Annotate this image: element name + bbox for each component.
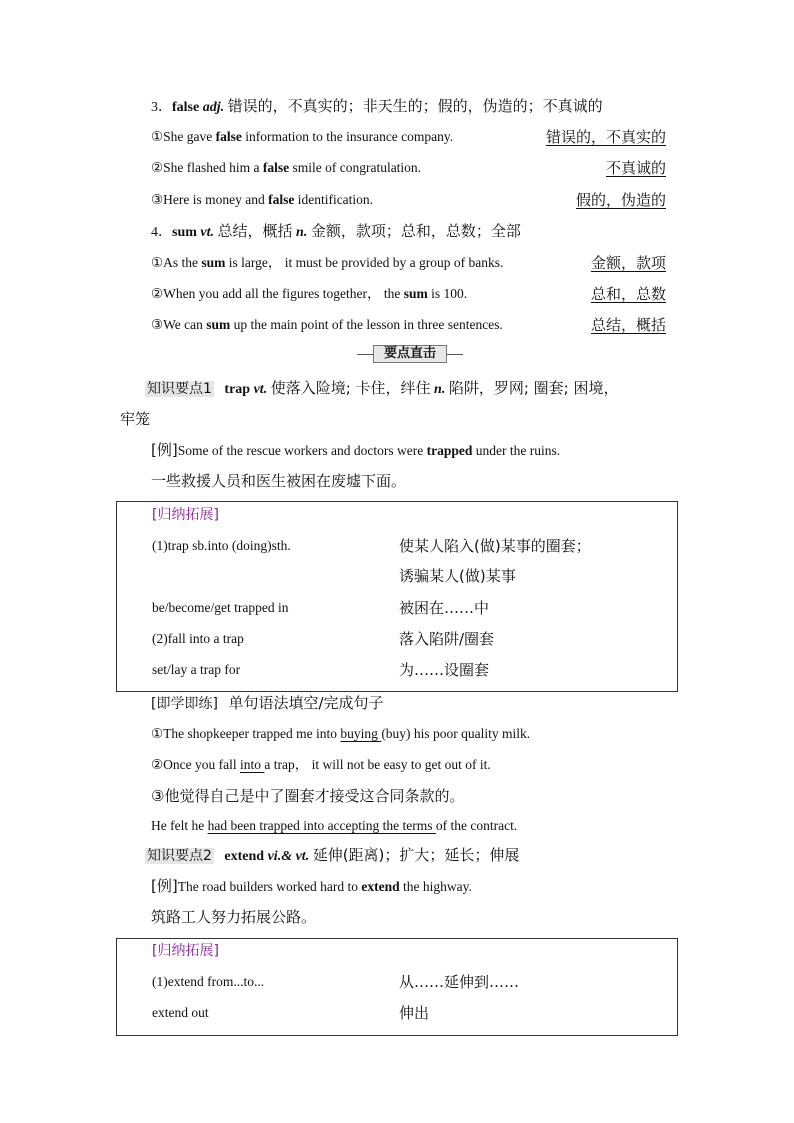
point1-practice-2-answer: into bbox=[239, 757, 265, 772]
point1-box-row-3-en: be/become/get trapped in bbox=[152, 600, 289, 615]
item4-heading: 4．sum vt. 总结，概括 n. 金额，款项；总和，总数；全部 bbox=[151, 222, 521, 240]
point1-box-row-2-zh: 诱骗某人(做)某事 bbox=[399, 567, 516, 585]
point2-box-row-2-en: extend out bbox=[152, 1005, 209, 1020]
point1-box-row-1-en: (1)trap sb.into (doing)sth. bbox=[152, 538, 291, 553]
item4-word: sum bbox=[172, 225, 197, 240]
point1-practice-3-en: He felt he had been trapped into accepting the terms of the contract. bbox=[151, 818, 518, 833]
point1-box-title: [归纳拓展] bbox=[152, 507, 219, 523]
point1-practice-heading: [即学即练] 单句语法填空/完成句子 bbox=[151, 694, 384, 712]
item3-answer-1: 错误的，不真实的 bbox=[545, 128, 666, 146]
item4-number: 4． bbox=[151, 225, 172, 240]
point2-tag: 知识要点2 bbox=[147, 848, 212, 864]
point2-example-translation: 筑路工人努力拓展公路。 bbox=[151, 908, 317, 926]
item4-example-2: ②When you add all the figures together， the sum is 100. bbox=[151, 286, 468, 301]
point1-example-translation: 一些救援人员和医生被困在废墟下面。 bbox=[151, 472, 407, 490]
point2-box-title: [归纳拓展] bbox=[152, 943, 219, 959]
point1-practice-1-answer: buying bbox=[340, 726, 382, 741]
point1-box-row-1-zh: 使某人陷入(做)某事的圈套； bbox=[399, 537, 591, 555]
item3-answer-3: 假的，伪造的 bbox=[575, 191, 666, 209]
item3-example-3: ③Here is money and false identification. bbox=[151, 192, 374, 207]
point1-box-row-4-zh: 落入陷阱/圈套 bbox=[399, 630, 495, 648]
section-banner bbox=[357, 345, 463, 363]
point1-box-row-5-en: set/lay a trap for bbox=[152, 662, 241, 677]
point1-practice-3-answer: had been trapped into accepting the terms bbox=[207, 818, 436, 833]
point2-box-row-2-zh: 伸出 bbox=[399, 1004, 430, 1022]
point1-practice-2: ②Once you fall into a trap， it will not be easy to get out of it. bbox=[151, 757, 491, 772]
point2-example: [例]The road builders worked hard to extend the highway. bbox=[151, 877, 472, 895]
section-title: 要点直击 bbox=[373, 345, 447, 363]
point2-box-row-1-zh: 从……延伸到…… bbox=[399, 973, 520, 991]
item3-number: 3． bbox=[151, 100, 172, 115]
item3-pos: adj. bbox=[202, 100, 225, 115]
item4-answer-3: 总结，概括 bbox=[590, 316, 666, 334]
point1-example: [例]Some of the rescue workers and doctors were trapped under the ruins. bbox=[151, 441, 561, 459]
point1-practice-3-zh: ③他觉得自己是中了圈套才接受这合同条款的。 bbox=[151, 787, 465, 805]
point2-word: extend bbox=[224, 849, 265, 864]
item3-meaning: 错误的，不真实的；非天生的；假的，伪造的；不真诚的 bbox=[227, 97, 603, 115]
item3-answer-2: 不真诚的 bbox=[605, 159, 666, 177]
point1-heading: 知识要点1 trap vt. 使落入险境; 卡住，绊住 n. 陷阱，罗网; 圈套; 困境， bbox=[147, 379, 619, 397]
item3-example-1: ①She gave false information to the insurance company. bbox=[151, 129, 454, 144]
point1-box-row-3-zh: 被困在……中 bbox=[399, 599, 490, 617]
item4-example-1: ①As the sum is large， it must be provided by a group of banks. bbox=[151, 255, 504, 270]
point2-box-row-1-en: (1)extend from...to... bbox=[152, 974, 265, 989]
point1-heading-cont: 牢笼 bbox=[120, 410, 151, 428]
item3-heading bbox=[151, 96, 603, 118]
point1-box-row-5-zh: 为……设圈套 bbox=[399, 661, 490, 679]
item4-answer-2: 总和，总数 bbox=[590, 285, 666, 303]
point1-practice-1: ①The shopkeeper trapped me into buying (buy) his poor quality milk. bbox=[151, 726, 531, 741]
point2-heading: 知识要点2 extend vi.& vt. 延伸(距离)；扩大；延长；伸展 bbox=[147, 846, 520, 864]
item3-word: false bbox=[172, 100, 200, 115]
item4-example-3: ③We can sum up the main point of the lesson in three sentences. bbox=[151, 317, 503, 332]
point1-box-row-4-en: (2)fall into a trap bbox=[152, 631, 244, 646]
point1-tag: 知识要点1 bbox=[147, 381, 212, 397]
point1-word: trap bbox=[224, 382, 251, 397]
item4-answer-1: 金额，款项 bbox=[590, 254, 666, 272]
item3-example-2: ②She flashed him a false smile of congratulation. bbox=[151, 160, 422, 175]
